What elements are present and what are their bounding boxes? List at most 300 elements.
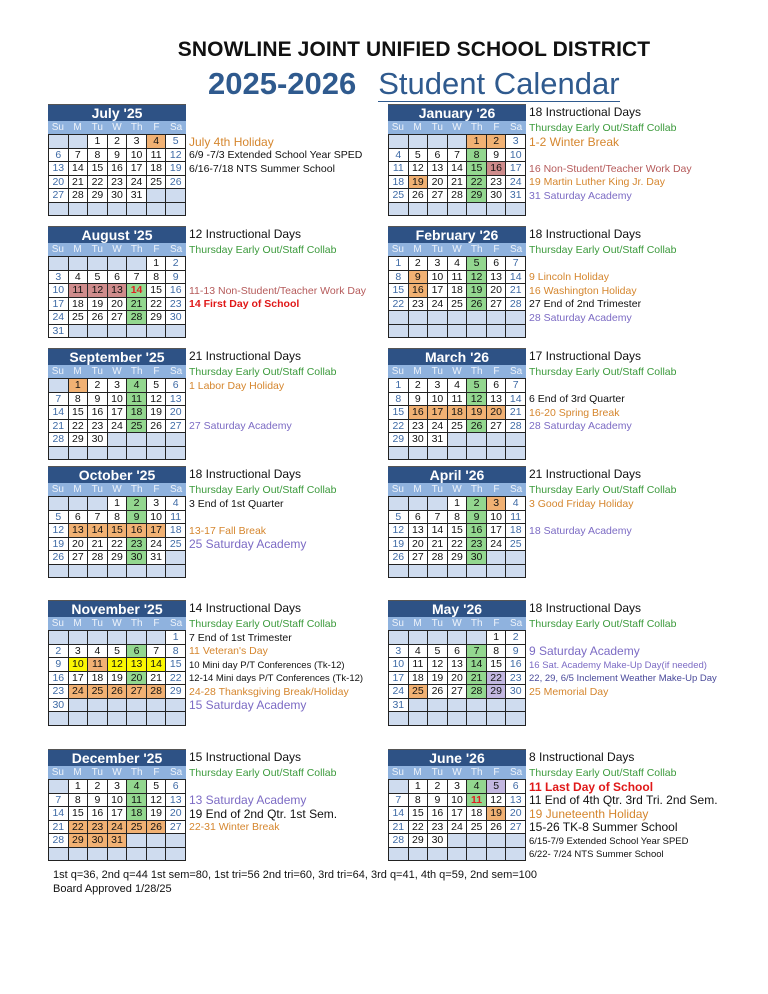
day-cell: 28 — [428, 551, 448, 565]
weekday-label: Su — [391, 366, 404, 377]
day-cell: 2 — [166, 257, 186, 271]
day-cell: 21 — [448, 176, 468, 190]
day-cell: 31 — [147, 551, 167, 565]
month-calendar — [48, 749, 186, 861]
day-cell: 1 — [108, 497, 128, 511]
day-cell: 26 — [147, 420, 167, 434]
empty-day-cell — [108, 848, 128, 862]
weekday-label: Tu — [91, 122, 103, 133]
day-cell: 1 — [166, 631, 186, 645]
empty-day-cell — [448, 203, 468, 217]
day-cell: 28 — [49, 834, 69, 848]
day-cell: 28 — [127, 311, 147, 325]
day-cell: 24 — [108, 420, 128, 434]
empty-day-cell — [506, 565, 526, 579]
calendar-note: 1-2 Winter Break — [529, 134, 620, 149]
empty-day-cell — [409, 311, 429, 325]
empty-day-cell — [69, 135, 89, 149]
weekday-header — [388, 766, 526, 779]
day-cell: 14 — [49, 406, 69, 420]
day-cell: 26 — [487, 821, 507, 835]
day-cell: 24 — [428, 298, 448, 312]
empty-day-cell — [127, 699, 147, 713]
empty-day-cell — [448, 631, 468, 645]
day-cell: 11 — [69, 284, 89, 298]
day-cell: 5 — [166, 135, 186, 149]
empty-day-cell — [389, 311, 409, 325]
weekday-label: Tu — [431, 122, 443, 133]
day-cell: 30 — [467, 551, 487, 565]
day-cell: 13 — [69, 524, 89, 538]
day-cell: 8 — [467, 149, 487, 163]
day-cell: 27 — [127, 685, 147, 699]
day-cell: 11 — [448, 271, 468, 285]
weekday-label: F — [153, 767, 160, 778]
day-cell: 3 — [448, 780, 468, 794]
empty-day-cell — [487, 551, 507, 565]
empty-day-cell — [166, 189, 186, 203]
day-cell: 30 — [88, 834, 108, 848]
month-title: July '25 — [48, 104, 186, 121]
empty-day-cell — [487, 848, 507, 862]
day-cell: 18 — [409, 672, 429, 686]
day-cell: 1 — [487, 631, 507, 645]
empty-day-cell — [409, 631, 429, 645]
day-cell: 21 — [506, 406, 526, 420]
month-calendar — [388, 348, 526, 460]
day-cell: 9 — [428, 794, 448, 808]
calendar-note: 27 End of 2nd Trimester — [529, 298, 642, 310]
day-cell: 2 — [108, 135, 128, 149]
month-calendar — [388, 466, 526, 578]
weekday-label: Sa — [170, 484, 183, 495]
day-cell: 16 — [88, 406, 108, 420]
day-cell: 4 — [127, 780, 147, 794]
day-cell: 27 — [487, 298, 507, 312]
weekday-label: Tu — [431, 244, 443, 255]
weekday-label: Su — [51, 244, 64, 255]
empty-day-cell — [487, 699, 507, 713]
day-cell: 18 — [127, 406, 147, 420]
calendar-title — [208, 66, 620, 102]
empty-day-cell — [448, 325, 468, 339]
calendar-note: 19 End of 2nd Qtr. 1st Sem. — [189, 806, 338, 821]
day-cell: 29 — [88, 189, 108, 203]
day-cell: 8 — [166, 645, 186, 659]
day-cell: 10 — [389, 658, 409, 672]
day-cell: 17 — [428, 284, 448, 298]
day-cell: 15 — [409, 807, 429, 821]
day-cell: 7 — [428, 511, 448, 525]
day-cell: 26 — [88, 311, 108, 325]
month-calendar — [48, 466, 186, 578]
day-cell: 13 — [166, 794, 186, 808]
day-cell: 27 — [69, 551, 89, 565]
day-cell: 20 — [487, 406, 507, 420]
day-cell: 23 — [467, 538, 487, 552]
calendar-note: Thursday Early Out/Staff Collab — [189, 767, 337, 779]
day-cell: 14 — [506, 393, 526, 407]
day-cell: 18 — [147, 162, 167, 176]
empty-day-cell — [487, 311, 507, 325]
day-cell: 16 — [108, 162, 128, 176]
weekday-label: Sa — [170, 122, 183, 133]
day-cell: 2 — [88, 379, 108, 393]
empty-day-cell — [49, 447, 69, 461]
weekday-header — [48, 121, 186, 134]
day-cell: 21 — [127, 298, 147, 312]
empty-day-cell — [467, 311, 487, 325]
weekday-label: W — [112, 122, 122, 133]
empty-day-cell — [409, 135, 429, 149]
day-cell: 20 — [49, 176, 69, 190]
empty-day-cell — [506, 834, 526, 848]
weekday-label: Tu — [431, 618, 443, 629]
empty-day-cell — [487, 203, 507, 217]
day-cell: 8 — [147, 271, 167, 285]
day-cell: 7 — [506, 379, 526, 393]
weekday-header — [388, 483, 526, 496]
day-cell: 22 — [88, 176, 108, 190]
day-cell: 6 — [127, 645, 147, 659]
weekday-label: F — [493, 767, 500, 778]
month-title: May '26 — [388, 600, 526, 617]
calendar-note: 3 End of 1st Quarter — [189, 497, 284, 510]
day-cell: 12 — [409, 162, 429, 176]
day-cell: 5 — [108, 645, 128, 659]
calendar-note: 31 Saturday Academy — [529, 189, 632, 202]
empty-day-cell — [69, 257, 89, 271]
day-cell: 28 — [88, 551, 108, 565]
empty-day-cell — [428, 203, 448, 217]
empty-day-cell — [147, 189, 167, 203]
empty-day-cell — [467, 433, 487, 447]
day-cell: 24 — [487, 538, 507, 552]
calendar-note: 14 Instructional Days — [189, 601, 302, 615]
day-cell: 12 — [487, 794, 507, 808]
day-cell: 13 — [448, 658, 468, 672]
day-cell: 19 — [487, 807, 507, 821]
empty-day-cell — [88, 712, 108, 726]
day-cell: 20 — [127, 672, 147, 686]
empty-day-cell — [428, 135, 448, 149]
day-cell: 16 — [487, 162, 507, 176]
day-cell: 12 — [88, 284, 108, 298]
empty-day-cell — [88, 257, 108, 271]
empty-day-cell — [127, 433, 147, 447]
day-grid — [388, 496, 526, 578]
day-cell: 19 — [389, 538, 409, 552]
empty-day-cell — [69, 447, 89, 461]
day-cell: 19 — [166, 162, 186, 176]
month-title: September '25 — [48, 348, 186, 365]
calendar-note: 22-31 Winter Break — [189, 821, 280, 833]
day-cell: 25 — [409, 685, 429, 699]
day-cell: 28 — [69, 189, 89, 203]
calendar-note: 21 Instructional Days — [529, 467, 642, 481]
day-cell: 24 — [448, 821, 468, 835]
day-cell: 6 — [487, 257, 507, 271]
day-cell: 26 — [49, 551, 69, 565]
day-cell: 1 — [389, 257, 409, 271]
weekday-label: Tu — [431, 767, 443, 778]
day-cell: 27 — [506, 821, 526, 835]
day-cell: 29 — [166, 685, 186, 699]
empty-day-cell — [166, 325, 186, 339]
day-cell: 28 — [147, 685, 167, 699]
day-cell: 29 — [487, 685, 507, 699]
day-cell: 31 — [428, 433, 448, 447]
day-cell: 6 — [506, 780, 526, 794]
day-cell: 21 — [49, 821, 69, 835]
month-title: December '25 — [48, 749, 186, 766]
day-cell: 17 — [428, 406, 448, 420]
empty-day-cell — [49, 631, 69, 645]
empty-day-cell — [467, 848, 487, 862]
day-cell: 13 — [506, 794, 526, 808]
day-cell: 25 — [448, 420, 468, 434]
empty-day-cell — [409, 848, 429, 862]
day-cell: 16 — [49, 672, 69, 686]
calendar-note: 3 Good Friday Holiday — [529, 497, 634, 510]
empty-day-cell — [506, 699, 526, 713]
day-cell: 5 — [147, 780, 167, 794]
day-cell: 10 — [448, 794, 468, 808]
day-cell: 16 — [166, 284, 186, 298]
day-cell: 7 — [467, 645, 487, 659]
day-cell: 18 — [506, 524, 526, 538]
calendar-note: Thursday Early Out/Staff Collab — [529, 366, 677, 378]
empty-day-cell — [389, 780, 409, 794]
empty-day-cell — [506, 551, 526, 565]
day-cell: 5 — [428, 645, 448, 659]
calendar-note: 11 End of 4th Qtr. 3rd Tri. 2nd Sem. — [529, 793, 718, 807]
empty-day-cell — [49, 257, 69, 271]
empty-day-cell — [108, 433, 128, 447]
weekday-label: Th — [470, 122, 483, 133]
day-grid — [388, 779, 526, 861]
empty-day-cell — [127, 325, 147, 339]
day-cell: 1 — [69, 379, 89, 393]
day-cell: 20 — [108, 298, 128, 312]
day-cell: 9 — [88, 794, 108, 808]
day-cell: 20 — [428, 176, 448, 190]
day-cell: 5 — [467, 257, 487, 271]
empty-day-cell — [49, 712, 69, 726]
day-cell: 3 — [108, 379, 128, 393]
weekday-label: M — [413, 122, 422, 133]
empty-day-cell — [506, 325, 526, 339]
calendar-note: 18 Saturday Academy — [529, 524, 632, 537]
empty-day-cell — [166, 699, 186, 713]
empty-day-cell — [108, 257, 128, 271]
calendar-note: 7 End of 1st Trimester — [189, 631, 292, 644]
day-cell: 12 — [147, 794, 167, 808]
calendar-note: 25 Memorial Day — [529, 685, 609, 698]
weekday-label: M — [73, 366, 82, 377]
day-cell: 18 — [127, 807, 147, 821]
empty-day-cell — [147, 712, 167, 726]
day-cell: 12 — [467, 271, 487, 285]
day-cell: 16 — [127, 524, 147, 538]
day-cell: 15 — [448, 524, 468, 538]
empty-day-cell — [506, 848, 526, 862]
weekday-label: W — [112, 767, 122, 778]
day-cell: 24 — [108, 821, 128, 835]
weekday-label: Sa — [510, 767, 523, 778]
day-cell: 18 — [69, 298, 89, 312]
empty-day-cell — [147, 447, 167, 461]
weekday-label: W — [112, 618, 122, 629]
empty-day-cell — [506, 433, 526, 447]
calendar-note: 10 Mini day P/T Conferences (Tk-12) — [189, 659, 345, 671]
calendar-note: 16-20 Spring Break — [529, 406, 620, 419]
day-grid — [48, 496, 186, 578]
empty-day-cell — [49, 135, 69, 149]
day-grid — [388, 378, 526, 460]
weekday-label: F — [153, 484, 160, 495]
month-calendar — [388, 600, 526, 726]
school-year: 2025-2026 — [208, 66, 357, 101]
day-cell: 19 — [147, 807, 167, 821]
day-cell: 25 — [88, 685, 108, 699]
day-cell: 21 — [88, 538, 108, 552]
day-cell: 22 — [389, 420, 409, 434]
day-cell: 19 — [409, 176, 429, 190]
day-cell: 17 — [127, 162, 147, 176]
weekday-label: Su — [391, 122, 404, 133]
day-cell: 12 — [49, 524, 69, 538]
weekday-header — [48, 365, 186, 378]
empty-day-cell — [88, 565, 108, 579]
day-cell: 26 — [467, 298, 487, 312]
day-cell: 28 — [49, 433, 69, 447]
day-cell: 2 — [49, 645, 69, 659]
empty-day-cell — [409, 325, 429, 339]
day-cell: 22 — [389, 298, 409, 312]
empty-day-cell — [506, 203, 526, 217]
empty-day-cell — [467, 203, 487, 217]
calendar-note: 21 Instructional Days — [189, 349, 302, 363]
day-cell: 21 — [506, 284, 526, 298]
board-approval: Board Approved 1/28/25 — [53, 883, 172, 895]
day-cell: 2 — [487, 135, 507, 149]
day-cell: 6 — [448, 645, 468, 659]
day-cell: 10 — [147, 511, 167, 525]
weekday-label: M — [73, 618, 82, 629]
day-cell: 8 — [108, 511, 128, 525]
day-cell: 8 — [448, 511, 468, 525]
day-cell: 4 — [467, 780, 487, 794]
day-cell: 29 — [467, 189, 487, 203]
day-cell: 19 — [49, 538, 69, 552]
day-cell: 24 — [428, 420, 448, 434]
day-cell: 4 — [409, 645, 429, 659]
day-cell: 7 — [147, 645, 167, 659]
empty-day-cell — [166, 712, 186, 726]
day-cell: 22 — [448, 538, 468, 552]
weekday-label: Th — [470, 618, 483, 629]
month-title: January '26 — [388, 104, 526, 121]
day-cell: 31 — [506, 189, 526, 203]
empty-day-cell — [428, 699, 448, 713]
empty-day-cell — [389, 203, 409, 217]
day-cell: 9 — [49, 658, 69, 672]
day-cell: 16 — [428, 807, 448, 821]
day-cell: 1 — [409, 780, 429, 794]
empty-day-cell — [69, 848, 89, 862]
day-cell: 6 — [487, 379, 507, 393]
day-cell: 8 — [409, 794, 429, 808]
day-cell: 8 — [69, 794, 89, 808]
empty-day-cell — [428, 565, 448, 579]
day-cell: 17 — [69, 672, 89, 686]
day-cell: 15 — [166, 658, 186, 672]
empty-day-cell — [506, 712, 526, 726]
day-cell: 12 — [467, 393, 487, 407]
calendar-note: 15 Saturday Academy — [189, 698, 307, 712]
empty-day-cell — [69, 699, 89, 713]
empty-day-cell — [506, 311, 526, 325]
empty-day-cell — [147, 565, 167, 579]
day-cell: 11 — [506, 511, 526, 525]
day-cell: 17 — [147, 524, 167, 538]
calendar-note: 6/16-7/18 NTS Summer School — [189, 162, 335, 175]
day-cell: 24 — [389, 685, 409, 699]
day-cell: 4 — [506, 497, 526, 511]
day-cell: 7 — [448, 149, 468, 163]
empty-day-cell — [506, 447, 526, 461]
calendar-note: 19 Juneteenth Holiday — [529, 806, 649, 821]
day-cell: 30 — [108, 189, 128, 203]
month-title: April '26 — [388, 466, 526, 483]
empty-day-cell — [389, 447, 409, 461]
day-cell: 21 — [147, 672, 167, 686]
day-cell: 28 — [467, 685, 487, 699]
day-cell: 14 — [428, 524, 448, 538]
weekday-label: Sa — [170, 618, 183, 629]
empty-day-cell — [127, 712, 147, 726]
weekday-label: M — [413, 767, 422, 778]
calendar-note: 17 Instructional Days — [529, 349, 642, 363]
day-cell: 27 — [166, 821, 186, 835]
empty-day-cell — [448, 447, 468, 461]
day-cell: 19 — [467, 406, 487, 420]
day-cell: 18 — [448, 284, 468, 298]
empty-day-cell — [467, 712, 487, 726]
weekday-label: W — [452, 767, 462, 778]
day-cell: 28 — [506, 298, 526, 312]
weekday-label: F — [153, 244, 160, 255]
empty-day-cell — [69, 712, 89, 726]
day-cell: 26 — [467, 420, 487, 434]
day-cell: 9 — [88, 393, 108, 407]
day-cell: 3 — [147, 497, 167, 511]
day-cell: 10 — [487, 511, 507, 525]
day-cell: 9 — [467, 511, 487, 525]
day-cell: 5 — [487, 780, 507, 794]
empty-day-cell — [409, 447, 429, 461]
day-cell: 13 — [108, 284, 128, 298]
empty-day-cell — [127, 203, 147, 217]
empty-day-cell — [428, 325, 448, 339]
empty-day-cell — [108, 565, 128, 579]
day-cell: 6 — [428, 149, 448, 163]
empty-day-cell — [487, 834, 507, 848]
empty-day-cell — [49, 203, 69, 217]
calendar-note: 16 Washington Holiday — [529, 284, 637, 297]
empty-day-cell — [428, 848, 448, 862]
